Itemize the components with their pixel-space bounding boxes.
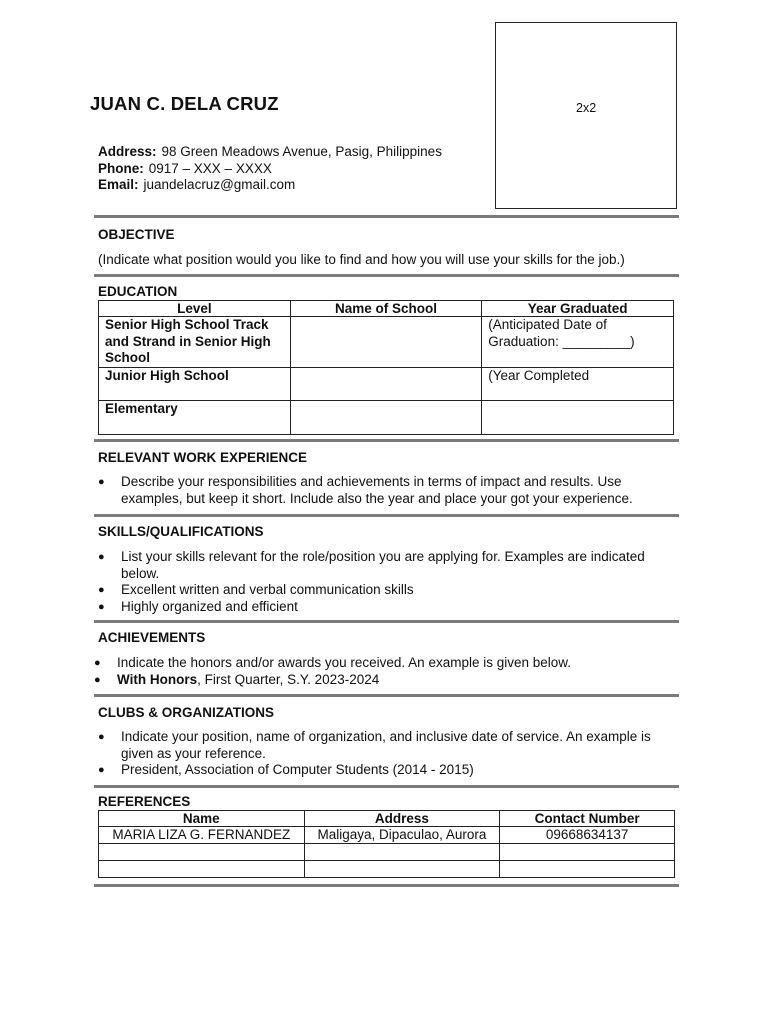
reference-name [99,844,305,861]
section-divider [94,514,679,517]
school-cell [290,400,482,434]
work-experience-heading: RELEVANT WORK EXPERIENCE [98,450,308,465]
column-header-level: Level [99,301,291,317]
section-divider [94,215,679,218]
reference-address [304,844,500,861]
education-heading: EDUCATION [98,284,178,299]
clubs-list [98,729,668,779]
table-row [99,861,675,878]
list-item [98,672,668,689]
section-divider [94,620,679,623]
section-divider [94,785,679,788]
reference-contact [500,844,675,861]
skills-list [98,549,668,615]
address-value: 98 Green Meadows Avenue, Pasig, Philippines [161,144,442,159]
objective-text: (Indicate what position would you like to find and how you will use your skills for the job.) [98,252,625,267]
year-cell: (Year Completed [482,367,674,400]
column-header-school: Name of School [290,301,482,317]
section-divider [94,439,679,442]
table-row [99,827,675,844]
section-divider [94,694,679,697]
award-detail: , First Quarter, S.Y. 2023-2024 [197,671,380,687]
contact-info [98,144,442,194]
skills-heading: SKILLS/QUALIFICATIONS [98,524,264,539]
list-item: ● Highly organized and efficient [98,599,668,616]
achievements-list [98,655,668,688]
table-row [99,844,675,861]
column-header-address: Address [304,811,500,827]
achievements-heading: ACHIEVEMENTS [98,630,206,645]
reference-address: Maligaya, Dipaculao, Aurora [304,827,500,844]
email-value: juandelacruz@gmail.com [143,177,296,192]
reference-name [99,861,305,878]
table-row [99,400,674,434]
email-label: Email: [98,177,139,192]
education-table [98,300,674,435]
list-item: ● Indicate your position, name of organization, and inclusive date of service. An example is given as your reference. [98,729,668,762]
year-cell: (Anticipated Date of Graduation: _________) [482,317,674,368]
school-cell [290,367,482,400]
list-item: ● List your skills relevant for the role/position you are applying for. Examples are indicated below. [98,549,668,582]
address-line [98,144,442,161]
level-cell: Junior High School [99,367,291,400]
section-divider [94,274,679,277]
objective-heading: OBJECTIVE [98,227,175,242]
award-name: With Honors [117,671,198,687]
photo-size-label: 2x2 [576,101,597,115]
reference-address [304,861,500,878]
reference-contact: 09668634137 [500,827,675,844]
year-cell [482,400,674,434]
applicant-name: JUAN C. DELA CRUZ [90,93,279,114]
email-line [98,177,442,194]
school-cell [290,317,482,368]
references-table [98,810,675,878]
photo-placeholder [495,22,677,209]
column-header-year: Year Graduated [482,301,674,317]
level-cell: Senior High School Track and Strand in Senior High School [99,317,291,368]
column-header-name: Name [99,811,305,827]
column-header-contact: Contact Number [500,811,675,827]
phone-label: Phone: [98,160,144,176]
list-item: ● Indicate the honors and/or awards you received. An example is given below. [98,655,668,672]
address-label: Address: [98,144,157,159]
reference-name: MARIA LIZA G. FERNANDEZ [99,827,305,844]
table-row [99,367,674,400]
list-item: ● Excellent written and verbal communication skills [98,582,668,599]
list-item: ● President, Association of Computer Students (2014 - 2015) [98,762,668,779]
reference-contact [500,861,675,878]
clubs-heading: CLUBS & ORGANIZATIONS [98,705,274,720]
table-header-row [99,811,675,827]
level-cell: Elementary [99,400,291,434]
phone-value: 0917 – XXX – XXXX [148,160,272,176]
phone-line [98,161,442,178]
references-heading: REFERENCES [98,794,191,809]
work-experience-list [98,474,668,507]
section-divider [94,884,679,887]
table-header-row [99,301,674,317]
table-row [99,317,674,368]
list-item: ● Describe your responsibilities and achievements in terms of impact and results. Use examples, but keep it short. Include also the year and place your got your experience. [98,474,668,507]
